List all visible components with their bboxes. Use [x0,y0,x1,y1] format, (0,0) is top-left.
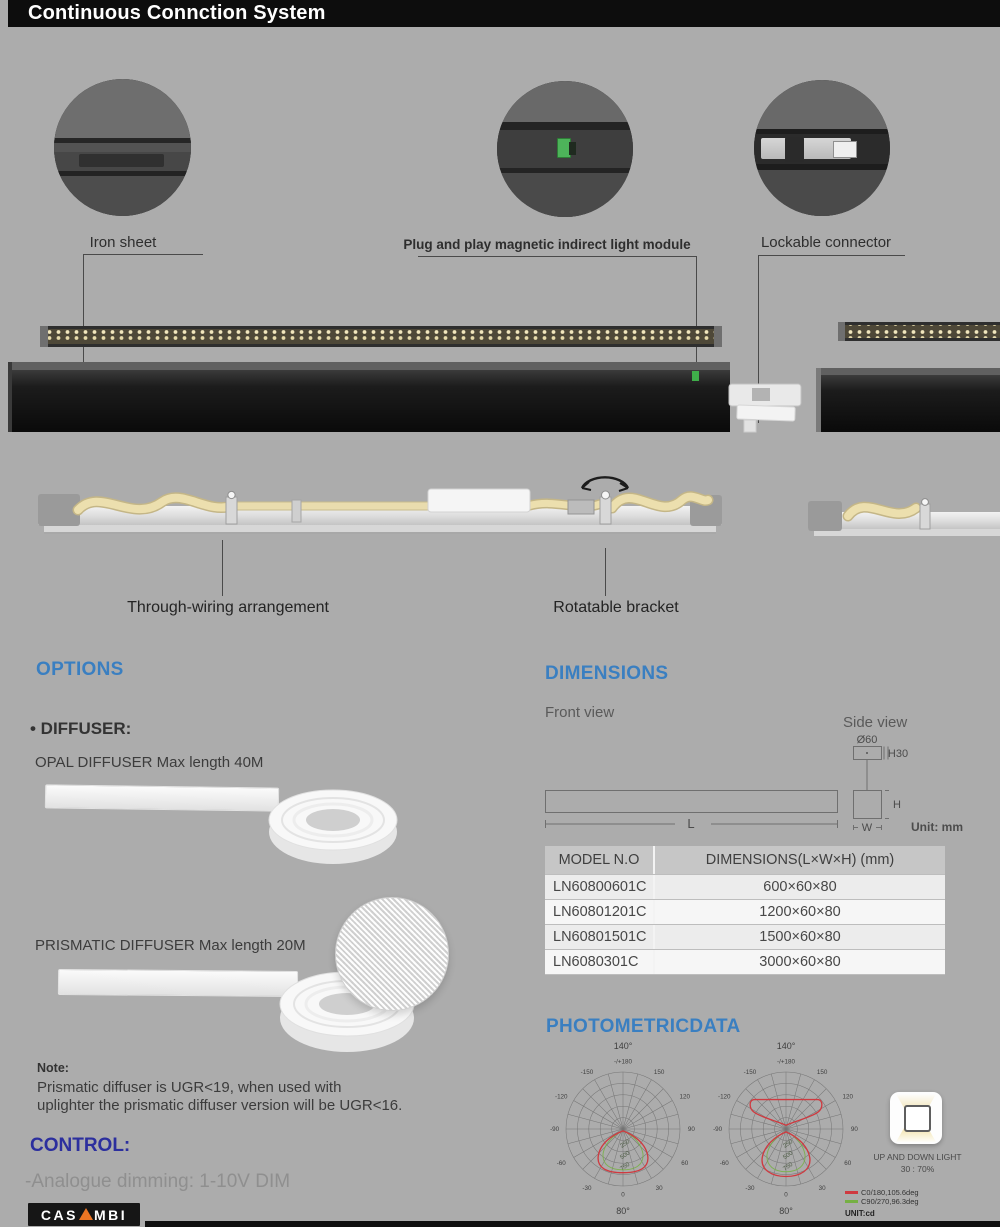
opal-diffuser-coil [262,774,404,874]
plug-module-label: Plug and play magnetic indirect light module [403,237,691,252]
lockable-label: Lockable connector [760,234,892,251]
polar-right-top-angle: 140° [776,1041,796,1051]
up-down-light-label: UP AND DOWN LIGHT [873,1152,962,1162]
up-down-light-icon [890,1092,942,1144]
svg-text:250: 250 [781,1138,795,1150]
svg-text:-/+180: -/+180 [777,1058,795,1066]
diffuser-heading: • DIFFUSER: [30,719,132,738]
casambi-logo [28,1203,140,1226]
polar-ring-values [619,1138,632,1173]
unit-label: Unit: mm [911,820,963,834]
svg-text:-60: -60 [719,1160,729,1168]
svg-text:500: 500 [618,1149,632,1162]
table-row [545,900,945,925]
svg-text:30: 30 [655,1184,663,1192]
photometric-legend [845,1188,919,1218]
fixture-symbol [904,1105,931,1132]
note-line-1: Prismatic diffuser is UGR<19, when used with [37,1079,342,1096]
svg-text:0: 0 [784,1191,788,1199]
through-wiring-label: Through-wiring arrangement [127,599,329,616]
dim-cell: 3000×60×80 [655,950,945,974]
plug-leader-h [418,256,696,257]
table-header-model: MODEL N.O [545,846,655,874]
legend-label: C0/180,105.6deg [861,1188,919,1197]
svg-text:-120: -120 [717,1093,731,1101]
iron-leader-h [83,254,203,255]
h30-label: H30 [887,748,909,760]
svg-text:500: 500 [781,1149,795,1162]
dim-cell: 1200×60×80 [655,900,945,924]
model-cell: LN60801201C [545,900,655,924]
table-row [545,925,945,950]
photometric-chart-updown [710,1049,862,1209]
legend-swatch-red [845,1191,858,1194]
iron-sheet-label: Iron sheet [89,234,157,251]
dimensions-table [545,846,945,975]
svg-text:150: 150 [816,1068,828,1076]
svg-text:-30: -30 [745,1184,755,1192]
svg-text:0: 0 [621,1191,625,1199]
svg-text:120: 120 [679,1093,690,1101]
driver-box [428,489,530,512]
polar-right-bottom-angle: 80° [779,1206,793,1216]
rotatable-bracket-label: Rotatable bracket [553,599,679,616]
casambi-triangle-icon [79,1208,93,1220]
svg-text:-150: -150 [580,1068,594,1076]
profile-body-right [816,368,1000,432]
w-label: W [861,822,873,834]
svg-text:120: 120 [842,1093,853,1101]
svg-text:90: 90 [687,1125,695,1133]
note-line-2: uplighter the prismatic diffuser version will be UGR<16. [37,1097,403,1114]
h-label: H [893,799,901,811]
photometric-chart-down [547,1049,699,1209]
connector-block [785,137,804,161]
front-view-L: L [687,816,695,831]
page-title: Continuous Connction System [8,0,1000,27]
svg-text:60: 60 [681,1160,689,1168]
model-cell: LN60800601C [545,875,655,899]
legend-item-c0 [845,1188,919,1197]
legend-label: C90/270,96.3deg [861,1197,919,1206]
legend-swatch-green [845,1200,858,1203]
table-header-row [545,846,945,875]
rotate-arrow-icon [582,477,628,491]
side-view-label: Side view [843,714,908,731]
unit-cd-label: UNIT:cd [845,1209,875,1218]
lockable-connector-photo [754,80,890,216]
control-line: -Analogue dimming: 1-10V DIM [25,1171,291,1192]
wiring-leader [222,540,223,596]
svg-text:-60: -60 [556,1160,566,1168]
bottom-section-bar [145,1221,1000,1227]
casambi-logo-pre: CAS [40,1206,78,1223]
prismatic-diffuser-strip [58,969,298,997]
led-strip-right [838,322,1000,341]
profile-body [8,362,730,432]
connector-piece [729,384,801,432]
svg-text:-150: -150 [743,1068,757,1076]
polar-left-bottom-angle: 80° [616,1206,630,1216]
polar-ring-values [782,1138,795,1173]
led-strip [40,326,722,347]
prismatic-texture-detail [335,897,449,1011]
svg-text:60: 60 [844,1160,852,1168]
dia-label: Ø60 [856,734,878,746]
opal-diffuser-strip [45,784,279,811]
svg-text:-120: -120 [554,1093,568,1101]
note-title: Note: [37,1061,69,1075]
magnetic-module-photo [497,81,633,217]
svg-text:-30: -30 [582,1184,592,1192]
wiring-render [0,470,1000,570]
iron-sheet-slot [79,154,164,166]
casambi-logo-post: MBI [93,1206,128,1223]
product-render [0,300,1000,450]
svg-text:90: 90 [850,1125,858,1133]
svg-text:250: 250 [618,1138,632,1150]
svg-text:150: 150 [653,1068,665,1076]
iron-sheet-photo [54,79,191,216]
connector-latch [833,141,857,158]
lock-leader-h [758,255,905,256]
prismatic-diffuser-label: PRISMATIC DIFFUSER Max length 20M [35,937,306,954]
svg-text:-/+180: -/+180 [614,1058,632,1066]
svg-text:-90: -90 [713,1125,723,1133]
front-view-drawing [545,786,843,834]
front-view-label: Front view [545,704,615,721]
table-row [545,950,945,975]
svg-text:750: 750 [781,1160,795,1173]
legend-item-c90 [845,1197,919,1206]
table-row [545,875,945,900]
photometric-heading: PHOTOMETRICDATA [546,1016,741,1037]
svg-text:30: 30 [818,1184,826,1192]
svg-text:-90: -90 [550,1125,560,1133]
svg-text:750: 750 [618,1160,632,1173]
model-cell: LN60801501C [545,925,655,949]
control-heading: CONTROL: [30,1135,131,1156]
dim-cell: 600×60×80 [655,875,945,899]
table-header-dimensions: DIMENSIONS(L×W×H) (mm) [655,846,945,874]
options-heading: OPTIONS [36,659,124,680]
dim-cell: 1500×60×80 [655,925,945,949]
bracket-leader [605,548,606,596]
side-view-drawing [845,733,995,835]
wiring-rail-right [808,499,1000,536]
green-connector-shadow [569,142,576,155]
up-down-ratio-label: 30 : 70% [900,1164,935,1174]
opal-diffuser-label: OPAL DIFFUSER Max length 40M [35,754,264,771]
model-cell: LN6080301C [545,950,655,974]
polar-left-top-angle: 140° [613,1041,633,1051]
dimensions-heading: DIMENSIONS [545,663,669,684]
